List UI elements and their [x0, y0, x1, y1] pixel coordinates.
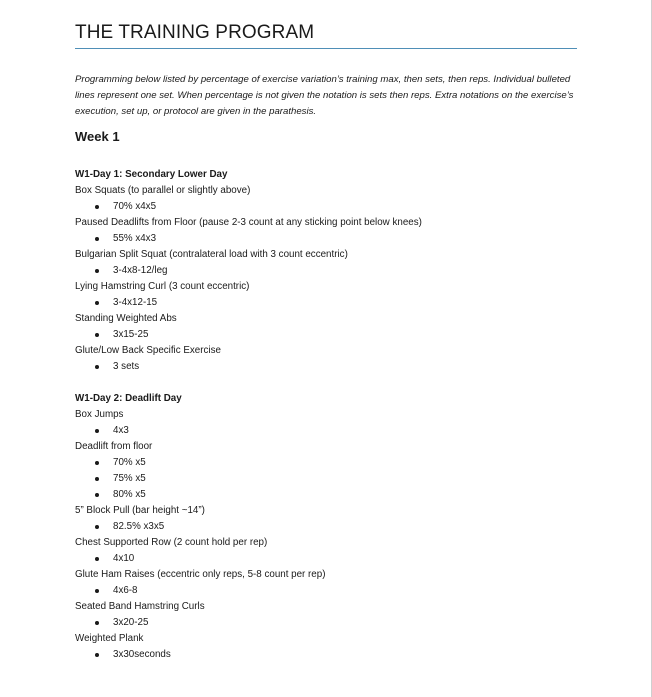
exercise-name: Seated Band Hamstring Curls [75, 601, 205, 612]
exercise-name: Paused Deadlifts from Floor (pause 2-3 count at any sticking point below knees) [75, 217, 422, 228]
set-item [75, 231, 580, 247]
exercise-name: Chest Supported Row (2 count hold per rep) [75, 537, 268, 548]
set-item [75, 551, 580, 567]
exercise-item [75, 439, 580, 503]
bullet-icon [95, 557, 99, 561]
exercise-name: Glute/Low Back Specific Exercise [75, 345, 221, 356]
exercise-item [75, 311, 580, 343]
exercise-name: Bulgarian Split Squat (contralateral load with 3 count eccentric) [75, 249, 348, 260]
bullet-icon [95, 333, 99, 337]
exercise-item [75, 407, 580, 439]
set-text: 70% x5 [113, 457, 146, 468]
bullet-icon [95, 269, 99, 273]
set-list [75, 519, 580, 535]
exercise-name: 5” Block Pull (bar height ~14”) [75, 505, 205, 516]
exercise-name: Box Squats (to parallel or slightly above) [75, 185, 251, 196]
set-item [75, 471, 580, 487]
bullet-icon [95, 589, 99, 593]
set-item [75, 423, 580, 439]
exercise-item [75, 247, 580, 279]
week-heading: Week 1 [75, 129, 120, 144]
exercise-name: Box Jumps [75, 409, 124, 420]
bullet-icon [95, 477, 99, 481]
bullet-icon [95, 205, 99, 209]
set-item [75, 615, 580, 631]
exercise-item [75, 567, 580, 599]
exercise-item [75, 215, 580, 247]
day-heading: W1-Day 1: Secondary Lower Day [75, 169, 228, 180]
exercise-name: Glute Ham Raises (eccentric only reps, 5-8 count per rep) [75, 569, 326, 580]
set-list [75, 295, 580, 311]
set-text: 3 sets [113, 361, 140, 372]
set-text: 75% x5 [113, 473, 146, 484]
exercise-item [75, 631, 580, 663]
day-heading: W1-Day 2: Deadlift Day [75, 393, 182, 404]
exercise-item [75, 503, 580, 535]
exercise-name: Deadlift from floor [75, 441, 153, 452]
exercise-item [75, 343, 580, 375]
set-list [75, 615, 580, 631]
day-section-1 [75, 167, 580, 375]
set-text: 70% x4x5 [113, 201, 157, 212]
bullet-icon [95, 237, 99, 241]
bullet-icon [95, 365, 99, 369]
set-item [75, 583, 580, 599]
bullet-icon [95, 493, 99, 497]
set-text: 80% x5 [113, 489, 146, 500]
exercise-item [75, 183, 580, 215]
set-list [75, 359, 580, 375]
set-item [75, 327, 580, 343]
set-item [75, 263, 580, 279]
set-list [75, 455, 580, 503]
exercise-item [75, 279, 580, 311]
set-item [75, 359, 580, 375]
bullet-icon [95, 301, 99, 305]
set-item [75, 199, 580, 215]
bullet-icon [95, 621, 99, 625]
set-item [75, 647, 580, 663]
set-text: 4x10 [113, 553, 135, 564]
intro-paragraph: Programming below listed by percentage of exercise variation’s training max, then sets, then reps. Individual bulleted lines represent one set. When percentage is not given the notation is sets then reps. Extra notations on the exercise’s execution, set up, or protocol are given in the parathesis. [75, 74, 574, 117]
set-text: 4x3 [113, 425, 129, 436]
bullet-icon [95, 461, 99, 465]
set-text: 55% x4x3 [113, 233, 157, 244]
title-underline [75, 48, 577, 49]
bullet-icon [95, 525, 99, 529]
exercise-name: Standing Weighted Abs [75, 313, 177, 324]
set-item [75, 295, 580, 311]
set-item [75, 487, 580, 503]
set-list [75, 263, 580, 279]
exercise-item [75, 599, 580, 631]
bullet-icon [95, 653, 99, 657]
document-title: THE TRAINING PROGRAM [75, 22, 315, 43]
set-text: 82.5% x3x5 [113, 521, 165, 532]
set-text: 3-4x8-12/leg [113, 265, 168, 276]
set-list [75, 199, 580, 215]
set-text: 4x6-8 [113, 585, 138, 596]
set-list [75, 231, 580, 247]
set-text: 3-4x12-15 [113, 297, 158, 308]
day-section-2 [75, 391, 580, 663]
set-text: 3x30seconds [113, 649, 171, 660]
set-item [75, 519, 580, 535]
set-text: 3x20-25 [113, 617, 149, 628]
set-list [75, 647, 580, 663]
set-list [75, 423, 580, 439]
set-list [75, 583, 580, 599]
exercise-name: Lying Hamstring Curl (3 count eccentric) [75, 281, 250, 292]
set-item [75, 455, 580, 471]
set-list [75, 327, 580, 343]
bullet-icon [95, 429, 99, 433]
exercise-name: Weighted Plank [75, 633, 144, 644]
exercise-item [75, 535, 580, 567]
set-list [75, 551, 580, 567]
set-text: 3x15-25 [113, 329, 149, 340]
